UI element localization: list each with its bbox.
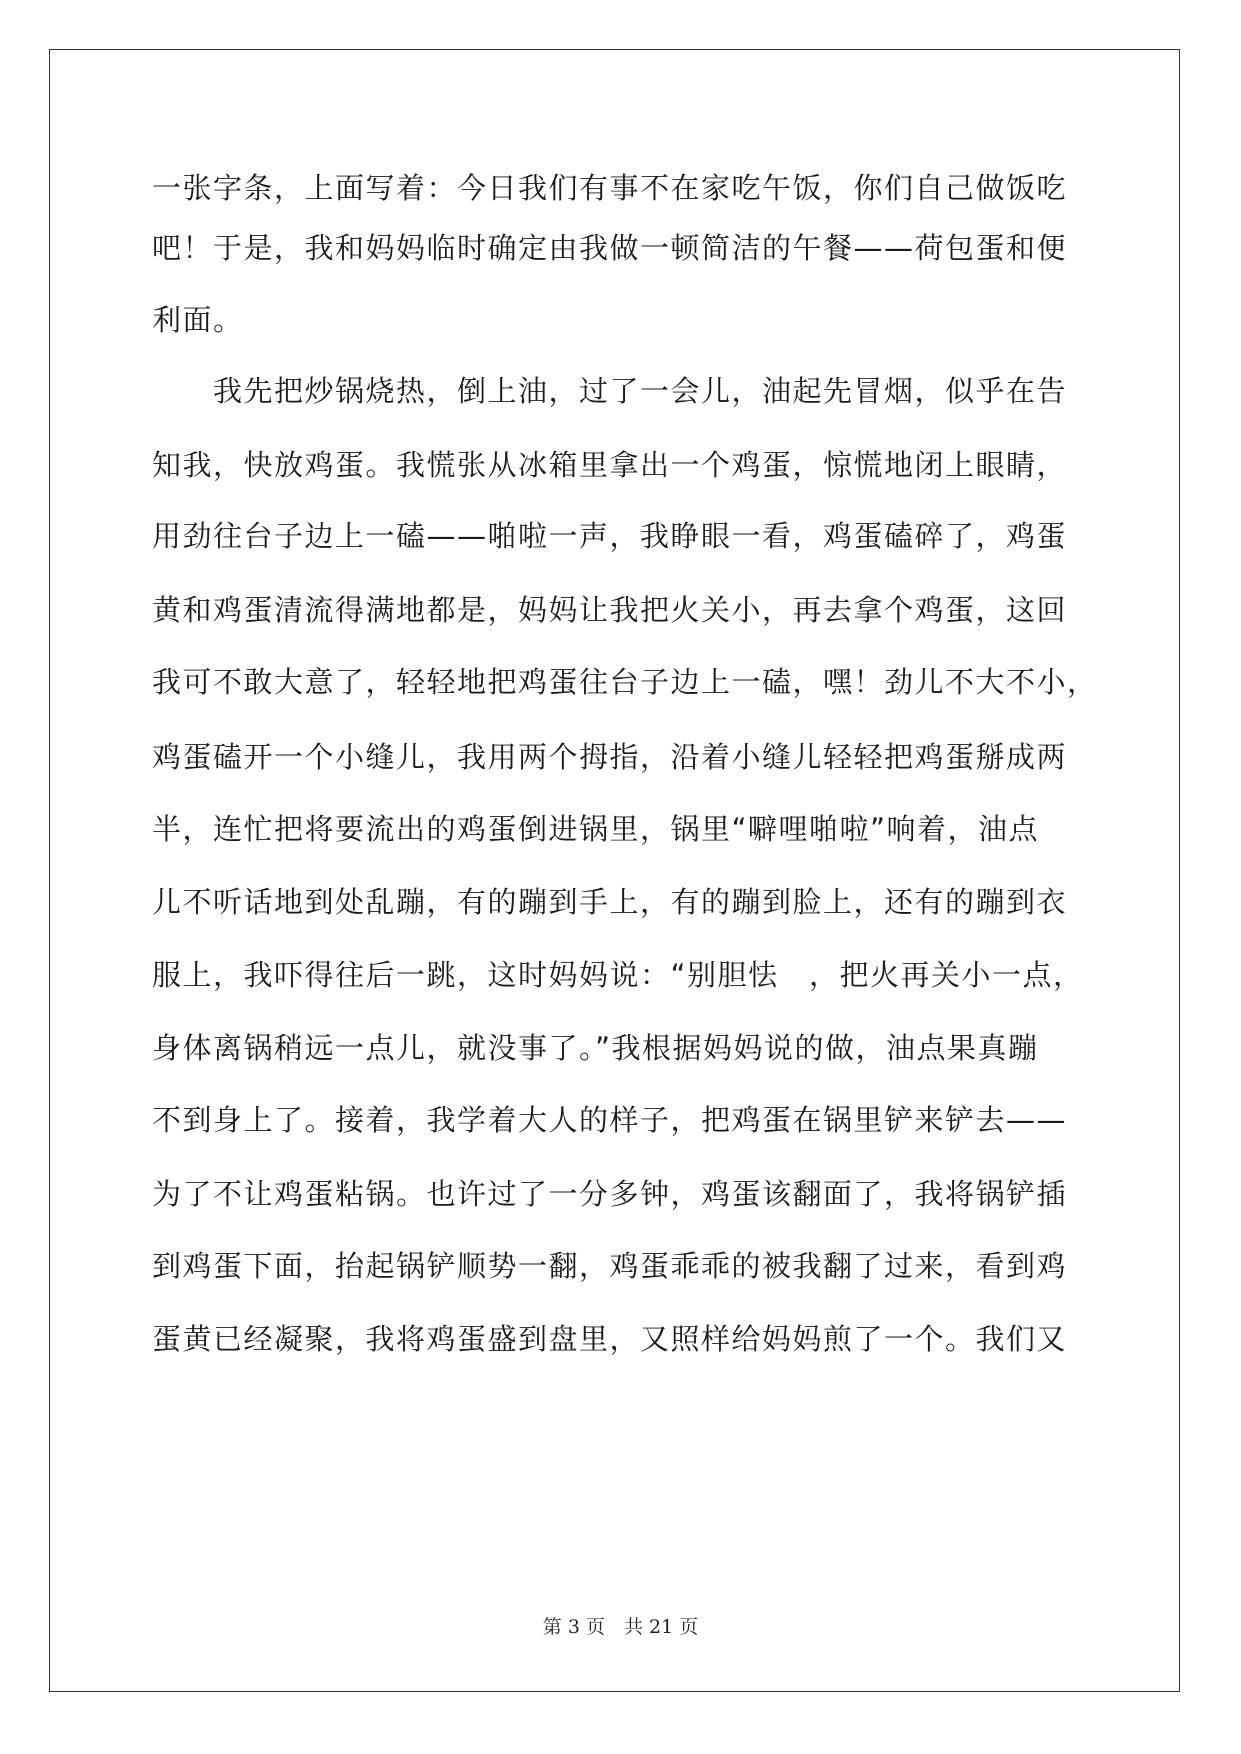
page-border	[49, 49, 1180, 1692]
text-line: 我可不敢大意了，轻轻地把鸡蛋往台子边上一磕，嘿！劲儿不大不小，	[152, 665, 1098, 699]
text-line: 利面。	[152, 303, 244, 337]
text-line: 为了不让鸡蛋粘锅。也许过了一分多钟，鸡蛋该翻面了，我将锅铲插	[152, 1177, 1068, 1211]
text-line: 到鸡蛋下面，抬起锅铲顺势一翻，鸡蛋乖乖的被我翻了过来，看到鸡	[152, 1249, 1068, 1283]
text-line: 不到身上了。接着，我学着大人的样子，把鸡蛋在锅里铲来铲去——	[152, 1103, 1068, 1137]
page-number-footer: 第 3 页 共 21 页	[542, 1616, 699, 1638]
text-line: 黄和鸡蛋清流得满地都是，妈妈让我把火关小，再去拿个鸡蛋，这回	[152, 593, 1068, 627]
text-line: 我先把炒锅烧热，倒上油，过了一会儿，油起先冒烟，似乎在告	[152, 374, 1068, 408]
text-line: 吧！于是，我和妈妈临时确定由我做一顿简洁的午餐——荷包蛋和便	[152, 231, 1068, 265]
text-line: 一张字条，上面写着：今日我们有事不在家吃午饭，你们自己做饭吃	[152, 171, 1068, 205]
text-line: 半，连忙把将要流出的鸡蛋倒进锅里，锅里“噼哩啪啦”响着，油点	[152, 812, 1040, 846]
text-line: 用劲往台子边上一磕——啪啦一声，我睁眼一看，鸡蛋磕碎了，鸡蛋	[152, 519, 1068, 553]
text-line: 蛋黄已经凝聚，我将鸡蛋盛到盘里，又照样给妈妈煎了一个。我们又	[152, 1322, 1068, 1356]
text-line: 知我，快放鸡蛋。我慌张从冰箱里拿出一个鸡蛋，惊慌地闭上眼睛，	[152, 448, 1068, 482]
text-line: 鸡蛋磕开一个小缝儿，我用两个拇指，沿着小缝儿轻轻把鸡蛋掰成两	[152, 740, 1068, 774]
text-line: 身体离锅稍远一点儿，就没事了。”我根据妈妈说的做，油点果真蹦	[152, 1031, 1039, 1065]
text-line: 服上，我吓得往后一跳，这时妈妈说：“别胆怯 ，把火再关小一点，	[152, 958, 1084, 992]
text-line: 儿不听话地到处乱蹦，有的蹦到手上，有的蹦到脸上，还有的蹦到衣	[152, 885, 1068, 919]
